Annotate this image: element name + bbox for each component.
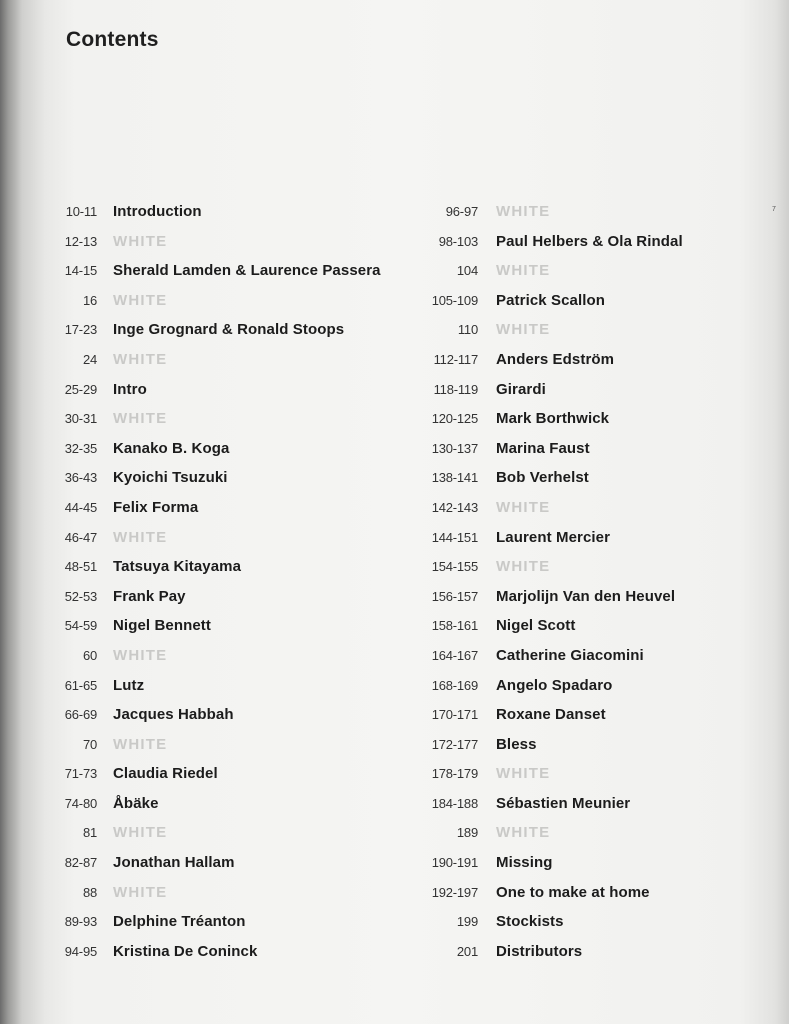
entry-page-number: 168-169	[431, 677, 478, 693]
entry-page-number: 16	[82, 292, 97, 308]
entry-title: Missing	[496, 854, 553, 872]
entry-page-number: 154-155	[431, 559, 478, 575]
entry-page-number: 138-141	[431, 470, 478, 486]
entry-page-number: 10-11	[65, 204, 97, 219]
entry-title: One to make at home	[496, 883, 650, 901]
entry-page-number: 110	[457, 322, 478, 338]
entry-page-number: 105-109	[431, 292, 478, 308]
entry-page-number: 172-177	[431, 736, 478, 752]
entry-title: Delphine Tréanton	[113, 913, 246, 931]
entry-page-number: 71-73	[64, 766, 97, 782]
entry-title: Distributors	[496, 942, 583, 960]
entry-page-number: 96-97	[445, 204, 478, 219]
entry-title: Angelo Spadaro	[496, 676, 613, 694]
entry-page-number: 158-161	[431, 618, 478, 634]
entry-page-number: 199	[456, 914, 478, 930]
entry-title: Felix Forma	[113, 498, 199, 516]
entry-page-number: 32-35	[64, 440, 97, 456]
entry-white-spread: WHITE	[496, 558, 551, 576]
entry-page-number: 61-65	[64, 677, 97, 693]
page-number-folio: 7	[772, 206, 776, 213]
entry-page-number: 170-171	[431, 707, 478, 723]
entry-title: Claudia Riedel	[113, 765, 218, 783]
entry-page-number: 178-179	[431, 766, 478, 782]
entry-title: Åbäke	[113, 794, 159, 812]
entry-page-number: 164-167	[431, 647, 478, 663]
entry-page-number: 30-31	[64, 411, 97, 427]
entry-page-number: 74-80	[64, 795, 97, 811]
entry-page-number: 54-59	[64, 618, 97, 634]
entry-white-spread: WHITE	[496, 262, 551, 280]
entry-page-number: 25-29	[64, 381, 97, 397]
entry-page-number: 184-188	[431, 795, 478, 811]
entry-page-number: 36-43	[64, 470, 97, 486]
entry-title: Roxane Danset	[496, 706, 606, 724]
entry-title: Patrick Scallon	[496, 291, 606, 309]
entry-page-number: 156-157	[431, 588, 478, 604]
entry-page-number: 130-137	[431, 440, 478, 456]
entry-page-number: 142-143	[431, 499, 478, 515]
entry-page-number: 104	[456, 263, 478, 279]
entry-title: Sébastien Meunier	[496, 794, 631, 812]
entry-page-number: 89-93	[64, 914, 97, 930]
entry-white-spread: WHITE	[496, 824, 551, 842]
entry-title: Kanako B. Koga	[113, 439, 230, 457]
entry-title: Bob Verhelst	[496, 469, 589, 487]
entry-white-spread: WHITE	[113, 735, 168, 753]
entry-page-number: 81	[82, 825, 97, 841]
entry-white-spread: WHITE	[496, 203, 551, 220]
entry-white-spread: WHITE	[113, 232, 168, 250]
entry-white-spread: WHITE	[496, 321, 551, 339]
entry-title: Inge Grognard & Ronald Stoops	[113, 321, 345, 339]
entry-white-spread: WHITE	[113, 291, 168, 309]
entry-page-number: 60	[82, 647, 97, 663]
entry-page-number: 82-87	[64, 855, 97, 871]
entry-title: Sherald Lamden & Laurence Passera	[113, 262, 381, 280]
entry-white-spread: WHITE	[496, 765, 551, 783]
entry-page-number: 44-45	[64, 499, 97, 515]
entry-white-spread: WHITE	[113, 410, 168, 428]
entry-title: Tatsuya Kitayama	[113, 558, 242, 576]
entry-page-number: 14-15	[64, 263, 97, 279]
entry-title: Lutz	[113, 676, 145, 694]
entry-title: Catherine Giacomini	[496, 646, 644, 664]
entry-title: Jacques Habbah	[113, 706, 234, 724]
entry-title: Introduction	[113, 203, 202, 220]
page-title: Contents	[66, 28, 159, 51]
entry-page-number: 190-191	[431, 855, 478, 871]
entry-page-number: 112-117	[433, 351, 478, 367]
entry-page-number: 94-95	[64, 943, 97, 959]
entry-white-spread: WHITE	[113, 824, 168, 842]
entry-page-number: 12-13	[64, 233, 97, 249]
entry-page-number: 17-23	[64, 322, 97, 338]
entry-white-spread: WHITE	[113, 528, 168, 546]
entry-title: Frank Pay	[113, 587, 186, 605]
entry-title: Nigel Scott	[496, 617, 576, 635]
entry-title: Intro	[113, 380, 147, 398]
entry-title: Marina Faust	[496, 439, 590, 457]
entry-title: Kyoichi Tsuzuki	[113, 469, 228, 487]
entry-page-number: 88	[82, 884, 97, 900]
entry-page-number: 192-197	[431, 884, 478, 900]
entry-white-spread: WHITE	[113, 646, 168, 664]
entry-white-spread: WHITE	[113, 883, 168, 901]
entry-white-spread: WHITE	[496, 498, 551, 516]
entry-white-spread: WHITE	[113, 350, 168, 368]
entry-page-number: 70	[82, 736, 97, 752]
entry-title: Paul Helbers & Ola Rindal	[496, 232, 683, 250]
entry-title: Anders Edström	[496, 350, 615, 368]
entry-page-number: 24	[82, 351, 97, 367]
entry-title: Jonathan Hallam	[113, 854, 235, 872]
entry-page-number: 189	[456, 825, 478, 841]
entry-page-number: 46-47	[64, 529, 97, 545]
entry-title: Mark Borthwick	[496, 410, 610, 428]
entry-title: Marjolijn Van den Heuvel	[496, 587, 676, 605]
entry-title: Nigel Bennett	[113, 617, 211, 635]
entry-page-number: 52-53	[64, 588, 97, 604]
entry-page-number: 144-151	[431, 529, 478, 545]
entry-page-number: 66-69	[64, 707, 97, 723]
entry-title: Kristina De Coninck	[113, 942, 258, 960]
entry-page-number: 98-103	[438, 233, 478, 249]
entry-page-number: 48-51	[64, 559, 97, 575]
entry-title: Bless	[496, 735, 537, 753]
entry-title: Laurent Mercier	[496, 528, 611, 546]
entry-page-number: 120-125	[431, 411, 478, 427]
entry-page-number: 201	[456, 943, 478, 959]
entry-title: Stockists	[496, 913, 564, 931]
entry-page-number: 118-119	[433, 381, 478, 397]
entry-title: Girardi	[496, 380, 546, 398]
